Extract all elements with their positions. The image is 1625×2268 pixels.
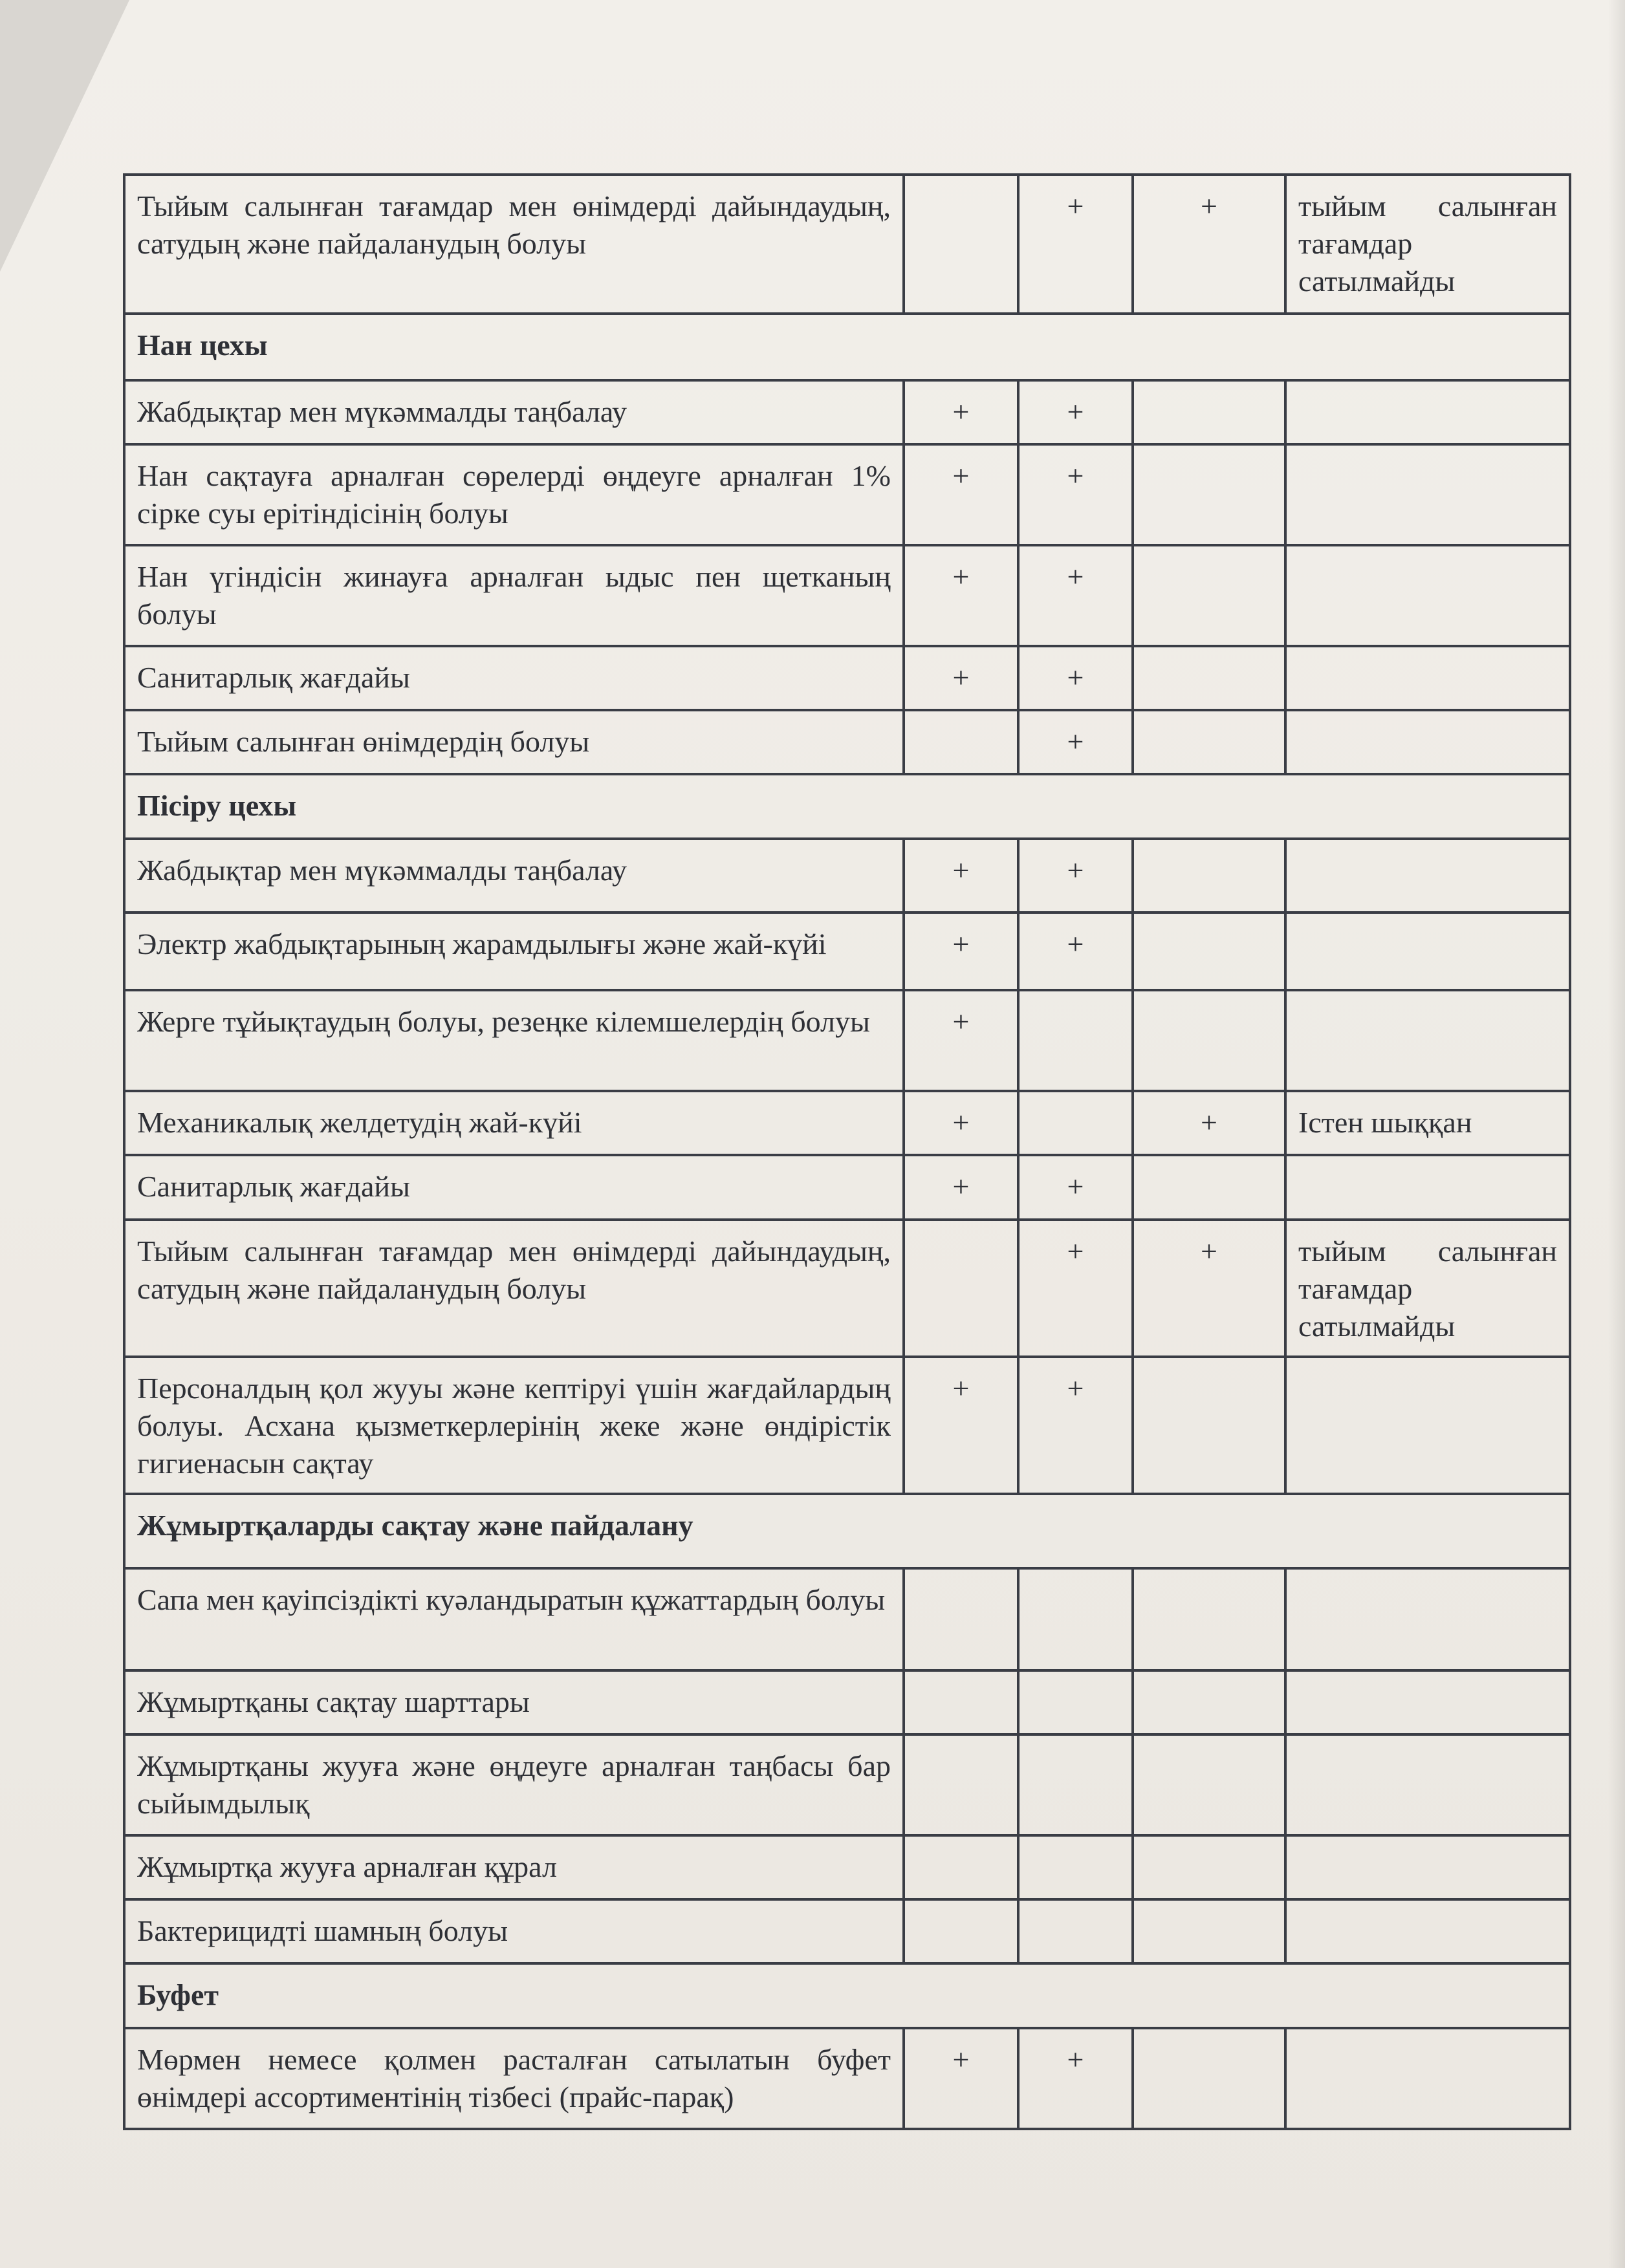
table-row <box>124 380 1570 444</box>
row-label: Мөрмен немесе қолмен расталған сатылатын буфет өнімдері ассортиментінің тізбесі (прайс-парақ) <box>124 2028 904 2129</box>
note-cell <box>1285 1670 1570 1734</box>
mark-cell-3 <box>1133 646 1285 710</box>
row-label: Электр жабдықтарының жарамдылығы және жай-күйі <box>124 913 904 990</box>
note-cell <box>1285 913 1570 990</box>
table-row <box>124 175 1570 314</box>
table-row <box>124 1220 1570 1357</box>
mark-cell-1 <box>904 1899 1018 1963</box>
section-heading: Нан цехы <box>124 314 1570 380</box>
mark-cell-1 <box>904 710 1018 774</box>
row-label: Жұмыртқа жууға арналған құрал <box>124 1835 904 1899</box>
mark-cell-1: + <box>904 444 1018 545</box>
note-cell <box>1285 990 1570 1091</box>
note-cell <box>1285 380 1570 444</box>
mark-cell-1: + <box>904 545 1018 646</box>
mark-cell-2 <box>1018 1568 1133 1670</box>
mark-cell-3 <box>1133 545 1285 646</box>
row-label: Санитарлық жағдайы <box>124 646 904 710</box>
note-cell: тыйым салынған тағамдар сатылмайды <box>1285 1220 1570 1357</box>
mark-cell-2 <box>1018 1899 1133 1963</box>
mark-cell-2: + <box>1018 1357 1133 1494</box>
mark-cell-1: + <box>904 1357 1018 1494</box>
table-row <box>124 1835 1570 1899</box>
section-heading: Буфет <box>124 1963 1570 2028</box>
table-row <box>124 990 1570 1091</box>
section-row <box>124 1963 1570 2028</box>
mark-cell-2 <box>1018 1670 1133 1734</box>
mark-cell-3: + <box>1133 175 1285 314</box>
mark-cell-2: + <box>1018 175 1133 314</box>
mark-cell-3: + <box>1133 1091 1285 1155</box>
note-cell <box>1285 1899 1570 1963</box>
mark-cell-3 <box>1133 1835 1285 1899</box>
mark-cell-2 <box>1018 1734 1133 1835</box>
row-label: Нан үгіндісін жинауға арналған ыдыс пен щетканың болуы <box>124 545 904 646</box>
mark-cell-3 <box>1133 710 1285 774</box>
mark-cell-2: + <box>1018 444 1133 545</box>
note-cell <box>1285 444 1570 545</box>
row-label: Механикалық желдетудің жай-күйі <box>124 1091 904 1155</box>
mark-cell-1: + <box>904 380 1018 444</box>
mark-cell-1 <box>904 1835 1018 1899</box>
row-label: Тыйым салынған тағамдар мен өнімдерді дайындаудың, сатудың және пайдаланудың болуы <box>124 175 904 314</box>
table-row <box>124 1155 1570 1220</box>
mark-cell-1: + <box>904 1155 1018 1220</box>
table-row <box>124 1568 1570 1670</box>
table-row <box>124 2028 1570 2129</box>
row-label: Нан сақтауға арналған сөрелерді өңдеуге арналған 1% сірке суы ерітіндісінің болуы <box>124 444 904 545</box>
mark-cell-2: + <box>1018 839 1133 913</box>
mark-cell-2: + <box>1018 1220 1133 1357</box>
row-label: Тыйым салынған өнімдердің болуы <box>124 710 904 774</box>
mark-cell-2: + <box>1018 545 1133 646</box>
mark-cell-2: + <box>1018 710 1133 774</box>
mark-cell-3 <box>1133 839 1285 913</box>
table-row <box>124 545 1570 646</box>
mark-cell-2: + <box>1018 380 1133 444</box>
row-label: Тыйым салынған тағамдар мен өнімдерді дайындаудың, сатудың және пайдаланудың болуы <box>124 1220 904 1357</box>
mark-cell-2: + <box>1018 2028 1133 2129</box>
row-label: Жұмыртқаны сақтау шарттары <box>124 1670 904 1734</box>
mark-cell-1 <box>904 175 1018 314</box>
table-row <box>124 646 1570 710</box>
mark-cell-1 <box>904 1220 1018 1357</box>
page-edge-shadow <box>1608 0 1625 2268</box>
table-row <box>124 1899 1570 1963</box>
mark-cell-3 <box>1133 1568 1285 1670</box>
mark-cell-3 <box>1133 990 1285 1091</box>
mark-cell-2 <box>1018 1835 1133 1899</box>
mark-cell-1: + <box>904 2028 1018 2129</box>
row-label: Сапа мен қауіпсіздікті куәландыратын құжаттардың болуы <box>124 1568 904 1670</box>
section-heading: Пісіру цехы <box>124 774 1570 839</box>
mark-cell-2 <box>1018 990 1133 1091</box>
mark-cell-3: + <box>1133 1220 1285 1357</box>
table-row <box>124 1091 1570 1155</box>
row-label: Жабдықтар мен мүкәммалды таңбалау <box>124 380 904 444</box>
mark-cell-2: + <box>1018 913 1133 990</box>
note-cell <box>1285 1568 1570 1670</box>
mark-cell-1: + <box>904 913 1018 990</box>
mark-cell-1: + <box>904 646 1018 710</box>
table-row <box>124 710 1570 774</box>
mark-cell-3 <box>1133 1670 1285 1734</box>
section-row <box>124 1494 1570 1568</box>
note-cell: тыйым салынған тағамдар сатылмайды <box>1285 175 1570 314</box>
note-cell: Істен шыққан <box>1285 1091 1570 1155</box>
note-cell <box>1285 2028 1570 2129</box>
mark-cell-2: + <box>1018 646 1133 710</box>
mark-cell-2: + <box>1018 1155 1133 1220</box>
table-row <box>124 839 1570 913</box>
note-cell <box>1285 839 1570 913</box>
note-cell <box>1285 1835 1570 1899</box>
mark-cell-1 <box>904 1734 1018 1835</box>
folded-corner <box>0 0 129 272</box>
note-cell <box>1285 545 1570 646</box>
mark-cell-1 <box>904 1568 1018 1670</box>
table-row <box>124 913 1570 990</box>
mark-cell-1: + <box>904 990 1018 1091</box>
table-row <box>124 1734 1570 1835</box>
section-row <box>124 774 1570 839</box>
section-row <box>124 314 1570 380</box>
row-label: Бактерицидті шамның болуы <box>124 1899 904 1963</box>
mark-cell-3 <box>1133 380 1285 444</box>
checklist-table <box>123 173 1571 2130</box>
table-row <box>124 1670 1570 1734</box>
mark-cell-3 <box>1133 444 1285 545</box>
row-label: Персоналдың қол жууы және кептіруі үшін жағдайлардың болуы. Асхана қызметкерлерінің жеке және өндірістік гигиенасын сақтау <box>124 1357 904 1494</box>
mark-cell-1: + <box>904 1091 1018 1155</box>
mark-cell-3 <box>1133 913 1285 990</box>
mark-cell-1 <box>904 1670 1018 1734</box>
mark-cell-3 <box>1133 2028 1285 2129</box>
note-cell <box>1285 1357 1570 1494</box>
mark-cell-3 <box>1133 1357 1285 1494</box>
table-row <box>124 1357 1570 1494</box>
note-cell <box>1285 1155 1570 1220</box>
note-cell <box>1285 1734 1570 1835</box>
note-cell <box>1285 710 1570 774</box>
mark-cell-3 <box>1133 1155 1285 1220</box>
section-heading: Жұмыртқаларды сақтау және пайдалану <box>124 1494 1570 1568</box>
mark-cell-3 <box>1133 1899 1285 1963</box>
mark-cell-1: + <box>904 839 1018 913</box>
mark-cell-3 <box>1133 1734 1285 1835</box>
row-label: Санитарлық жағдайы <box>124 1155 904 1220</box>
row-label: Жабдықтар мен мүкәммалды таңбалау <box>124 839 904 913</box>
note-cell <box>1285 646 1570 710</box>
table-row <box>124 444 1570 545</box>
mark-cell-2 <box>1018 1091 1133 1155</box>
row-label: Жұмыртқаны жууға және өңдеуге арналған таңбасы бар сыйымдылық <box>124 1734 904 1835</box>
row-label: Жерге тұйықтаудың болуы, резеңке кілемшелердің болуы <box>124 990 904 1091</box>
